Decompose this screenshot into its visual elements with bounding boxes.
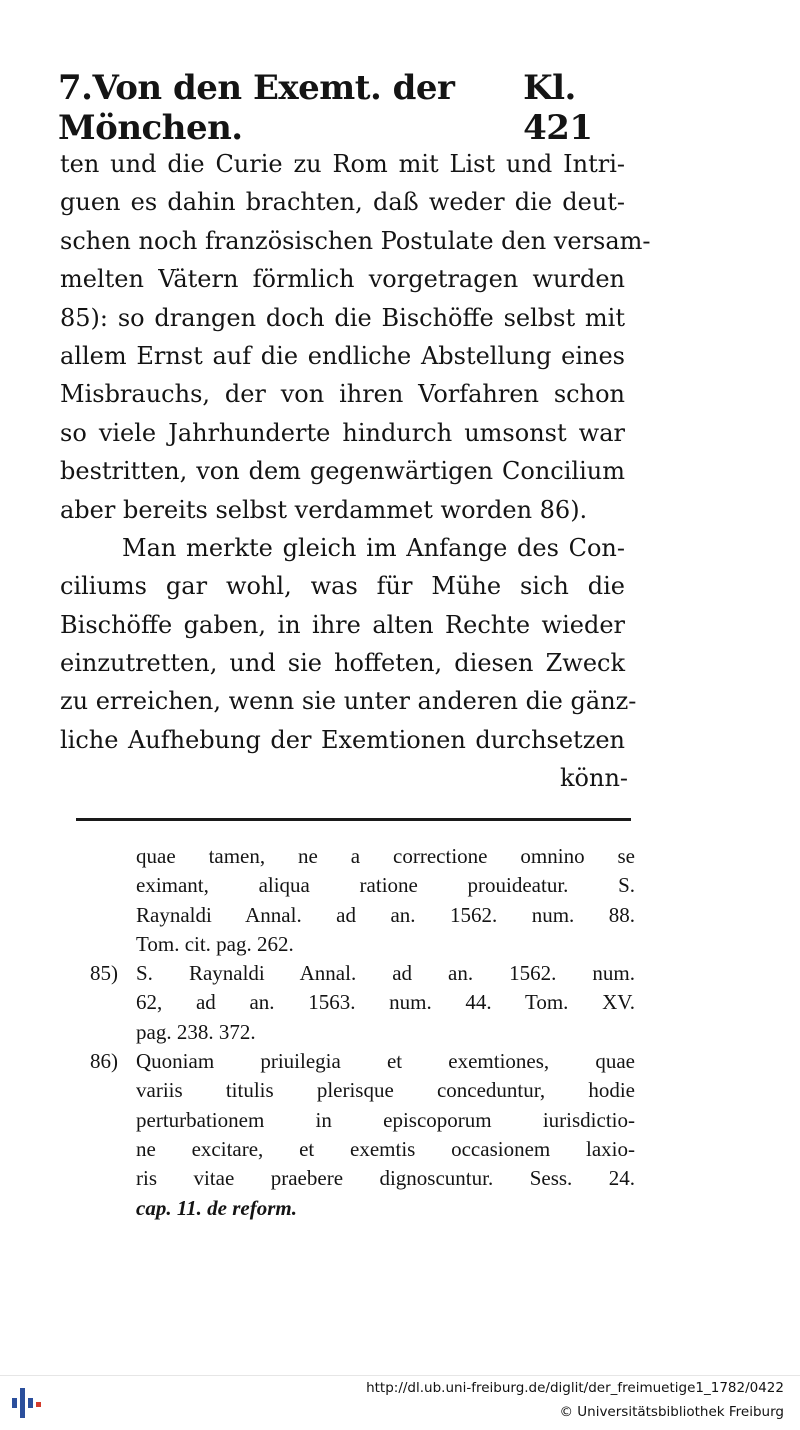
text-line: ten und die Curie zu Rom mit List und Intri- — [60, 150, 625, 178]
footnote-continuation-line: Tom. cit. pag. 262. — [136, 931, 294, 956]
footnote-line: pag. 238. 372. — [136, 1019, 256, 1044]
footnote-continuation-line: quae tamen, ne a correctione omnino se — [136, 844, 635, 868]
viewer-footer — [0, 1375, 800, 1430]
footnote-line: 62, ad an. 1563. num. 44. Tom. XV. — [136, 990, 635, 1015]
page-number: Kl. 421 — [523, 68, 593, 148]
footnote-line: ris vitae praebere dignoscuntur. Sess. 24. — [136, 1166, 635, 1191]
footnote-continuation-line: eximant, aliqua ratione prouideatur. S. — [136, 873, 635, 898]
main-text — [60, 145, 651, 759]
footnote-rule — [76, 818, 631, 821]
footnote-number: 86) — [90, 1049, 118, 1074]
running-title: 7.Von den Exemt. der Mönchen. — [58, 68, 455, 148]
text-line: 85): so drangen doch die Bischöffe selbst mit — [60, 303, 625, 332]
text-line: zu erreichen, wenn sie unter anderen die gänz- — [60, 687, 637, 716]
footnote-line: perturbationem in episcoporum iurisdictio- — [136, 1107, 635, 1132]
text-line: melten Vätern förmlich vorgetragen wurden — [60, 265, 625, 294]
text-line: Bischöffe gaben, in ihre alten Rechte wieder — [60, 610, 625, 639]
footnotes — [90, 842, 635, 1223]
page-url[interactable]: http://dl.ub.uni-freiburg.de/diglit/der_freimuetige1_1782/0422 — [366, 1380, 784, 1396]
text-line: liche Aufhebung der Exemtionen durchsetzen — [60, 725, 625, 754]
text-line: einzutretten, und sie hoffeten, diesen Zweck — [60, 649, 625, 678]
text-line: Misbrauchs, der von ihren Vorfahren schon — [60, 380, 625, 409]
footnote-85 — [90, 959, 635, 988]
footnote-continuation-line: Raynaldi Annal. ad an. 1562. num. 88. — [136, 902, 635, 927]
copyright-notice: © Universitätsbibliothek Freiburg — [559, 1404, 784, 1420]
footnote-line: variis titulis plerisque conceduntur, hodie — [136, 1078, 635, 1103]
footnote-line: Quoniam priuilegia et exemtiones, quae — [136, 1049, 635, 1074]
text-line: aber bereits selbst verdammet worden 86). — [60, 495, 588, 524]
footnote-line: cap. 11. de reform. — [136, 1195, 297, 1220]
text-line: schen noch französischen Postulate den versam- — [60, 226, 651, 255]
footnote-line: ne excitare, et exemtis occasionem laxio- — [136, 1136, 635, 1161]
text-line: so viele Jahrhunderte hindurch umsonst war — [60, 418, 625, 447]
text-line: allem Ernst auf die endliche Abstellung eines — [60, 341, 625, 370]
ub-freiburg-logo-icon — [10, 1384, 46, 1422]
catchword: könn- — [560, 764, 629, 792]
footnote-line: S. Raynaldi Annal. ad an. 1562. num. — [136, 961, 635, 986]
text-line: guen es dahin brachten, daß weder die deut- — [60, 188, 625, 217]
footnote-86 — [90, 1047, 635, 1076]
running-header — [58, 68, 628, 148]
text-line: ciliums gar wohl, was für Mühe sich die — [60, 572, 625, 601]
text-line: bestritten, von dem gegenwärtigen Concilium — [60, 457, 625, 486]
paragraph-start-line: Man merkte gleich im Anfange des Con- — [122, 533, 625, 562]
footnote-number: 85) — [90, 961, 118, 986]
